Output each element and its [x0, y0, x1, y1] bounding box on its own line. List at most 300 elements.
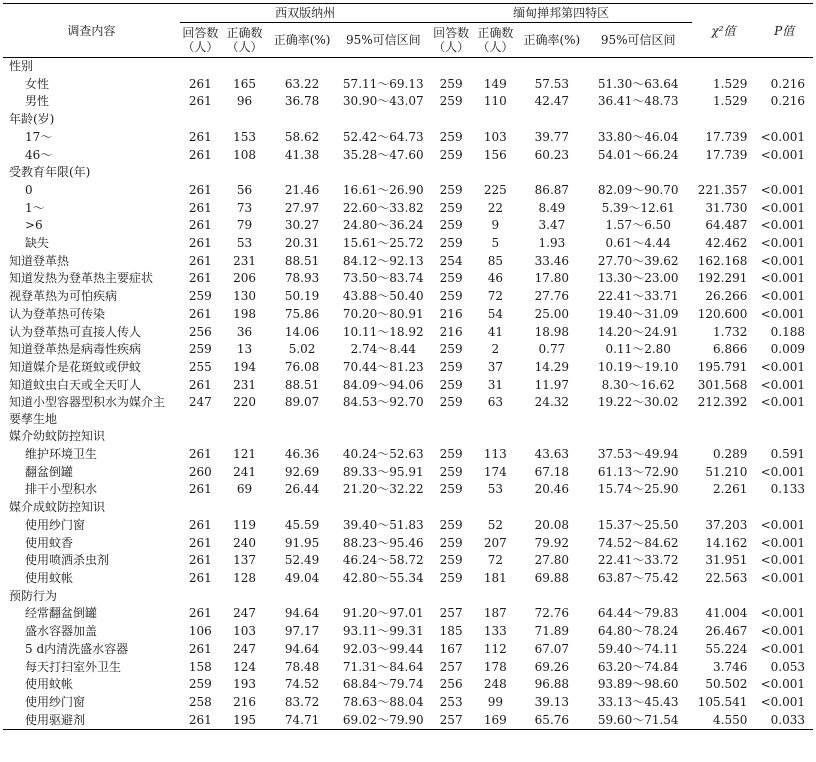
- cell-accuracy-west: 75.86: [284, 306, 320, 321]
- cell-p-value: <0.001: [760, 606, 805, 621]
- header-p-value: P值: [755, 4, 813, 58]
- cell-p-value: <0.001: [760, 641, 805, 656]
- row-label: 知道发热为登革热主要症状: [9, 271, 154, 286]
- row-label: 认为登革热可传染: [9, 306, 106, 321]
- cell-correct-myanmar: 2: [491, 342, 500, 357]
- cell-respondents-west: 261: [188, 306, 212, 321]
- cell-respondents-west: 258: [188, 694, 212, 709]
- cell-respondents-myanmar: 259: [439, 94, 463, 109]
- cell-ci-myanmar: 93.89～98.60: [597, 677, 679, 692]
- cell-correct-west: 121: [233, 447, 256, 462]
- cell-correct-myanmar: 149: [483, 76, 507, 91]
- cell-correct-west: 53: [236, 236, 253, 251]
- cell-accuracy-west: 91.95: [284, 535, 320, 550]
- cell-accuracy-west: 41.38: [284, 147, 320, 162]
- cell-ci-west: 21.20～32.22: [342, 482, 424, 497]
- cell-respondents-myanmar: 259: [439, 464, 463, 479]
- data-table: [3, 3, 813, 730]
- cell-accuracy-west: 20.31: [284, 236, 320, 251]
- cell-respondents-myanmar: [431, 588, 472, 606]
- cell-respondents-west: [180, 499, 221, 517]
- cell-accuracy-myanmar: 18.98: [534, 324, 570, 339]
- row-label: 知道媒介是花斑蚊或伊蚊: [9, 359, 142, 374]
- cell-chi-square: 2.261: [713, 482, 748, 497]
- cell-accuracy-west: 97.17: [284, 624, 320, 639]
- cell-chi-square: 1.529: [713, 94, 748, 109]
- cell-accuracy-west: 27.97: [284, 200, 320, 215]
- cell-respondents-west: 261: [188, 129, 212, 144]
- table-row: [3, 676, 813, 694]
- cell-ci-west: [336, 499, 431, 517]
- cell-respondents-myanmar: 253: [439, 694, 463, 709]
- cell-respondents-west: 261: [188, 94, 212, 109]
- cell-correct-myanmar: 181: [483, 570, 507, 585]
- cell-respondents-west: 261: [188, 517, 212, 532]
- cell-correct-west: 220: [233, 395, 256, 410]
- cell-chi-square: 26.467: [705, 624, 748, 639]
- cell-accuracy-west: [268, 428, 336, 446]
- cell-respondents-myanmar: [431, 428, 472, 446]
- row-label: 5 d内清洗盛水容器: [25, 641, 129, 656]
- cell-chi-square: 105.541: [697, 694, 748, 709]
- cell-accuracy-west: 30.27: [284, 218, 320, 233]
- cell-respondents-myanmar: 256: [439, 677, 463, 692]
- cell-p-value: <0.001: [760, 694, 805, 709]
- cell-ci-west: 52.42～64.73: [342, 129, 424, 144]
- table-row: [3, 76, 813, 94]
- cell-p-value: 0.216: [770, 94, 805, 109]
- cell-p-value: <0.001: [760, 677, 805, 692]
- cell-ci-myanmar: 19.22～30.02: [597, 395, 679, 410]
- cell-respondents-west: 261: [188, 482, 212, 497]
- header-ci-myanmar: 95%可信区间: [585, 23, 692, 58]
- row-label: 认为登革热可直接人传人: [9, 324, 142, 339]
- cell-ci-myanmar: 37.53～49.94: [597, 447, 679, 462]
- row-label: 1～: [25, 200, 45, 215]
- cell-respondents-myanmar: 259: [439, 482, 463, 497]
- cell-ci-myanmar: 22.41～33.72: [597, 553, 679, 568]
- cell-respondents-myanmar: [431, 111, 472, 129]
- cell-respondents-myanmar: 259: [439, 553, 463, 568]
- cell-respondents-west: 261: [188, 271, 212, 286]
- table-body: [3, 58, 813, 730]
- cell-accuracy-myanmar: [519, 428, 585, 446]
- cell-ci-myanmar: 51.30～63.64: [597, 76, 679, 91]
- cell-p-value: <0.001: [760, 218, 805, 233]
- cell-correct-west: 216: [233, 694, 256, 709]
- cell-chi-square: 22.563: [705, 570, 748, 585]
- cell-chi-square: 0.289: [713, 447, 748, 462]
- cell-respondents-west: 261: [188, 147, 212, 162]
- cell-respondents-myanmar: 259: [439, 129, 463, 144]
- cell-correct-myanmar: 41: [487, 324, 503, 339]
- cell-chi-square: 17.739: [705, 129, 748, 144]
- cell-respondents-west: 247: [188, 395, 212, 410]
- cell-ci-myanmar: 15.37～25.50: [597, 517, 679, 532]
- cell-respondents-west: 158: [188, 659, 212, 674]
- table-row: [3, 217, 813, 235]
- cell-ci-myanmar: 54.01～66.24: [597, 147, 679, 162]
- row-label: 每天打扫室外卫生: [25, 659, 122, 674]
- cell-accuracy-west: 49.04: [284, 570, 320, 585]
- cell-correct-myanmar: [472, 58, 519, 76]
- cell-p-value: <0.001: [760, 359, 805, 374]
- cell-accuracy-myanmar: 8.49: [538, 200, 566, 215]
- cell-p-value: <0.001: [760, 289, 805, 304]
- cell-accuracy-myanmar: 43.63: [534, 447, 570, 462]
- cell-correct-west: [221, 588, 268, 606]
- cell-ci-west: 10.11～18.92: [342, 324, 424, 339]
- cell-p-value: [755, 588, 813, 606]
- cell-ci-myanmar: 22.41～33.71: [597, 289, 679, 304]
- cell-ci-west: 39.40～51.83: [342, 517, 424, 532]
- row-label: 知道登革热是病毒性疾病: [9, 342, 142, 357]
- table-row: [3, 359, 813, 377]
- cell-correct-west: 79: [236, 218, 253, 233]
- cell-ci-myanmar: 59.60～71.54: [585, 712, 692, 730]
- row-label: 使用喷洒杀虫剂: [25, 553, 110, 568]
- cell-respondents-myanmar: 257: [431, 712, 472, 730]
- cell-accuracy-myanmar: 14.29: [534, 359, 570, 374]
- cell-correct-myanmar: 53: [487, 482, 503, 497]
- table-row: [3, 270, 813, 288]
- table-row: [3, 712, 813, 730]
- cell-ci-west: 35.28～47.60: [342, 147, 424, 162]
- cell-correct-myanmar: 110: [483, 94, 507, 109]
- cell-accuracy-west: 92.69: [284, 464, 320, 479]
- cell-correct-west: 153: [233, 129, 256, 144]
- cell-respondents-myanmar: 259: [439, 447, 463, 462]
- cell-respondents-west: 261: [188, 377, 212, 392]
- cell-accuracy-west: 83.72: [284, 694, 320, 709]
- cell-correct-myanmar: 46: [487, 271, 503, 286]
- cell-correct-west: [221, 111, 268, 129]
- table-row: [3, 570, 813, 588]
- cell-respondents-west: 261: [188, 76, 212, 91]
- cell-respondents-west: [180, 428, 221, 446]
- cell-correct-myanmar: 22: [487, 200, 503, 215]
- table-row: [3, 535, 813, 553]
- cell-accuracy-myanmar: 67.18: [534, 464, 570, 479]
- cell-accuracy-myanmar: 27.76: [534, 289, 570, 304]
- cell-chi-square: 37.203: [705, 517, 748, 532]
- cell-correct-myanmar: 207: [483, 535, 507, 550]
- cell-accuracy-myanmar: 24.32: [534, 395, 570, 410]
- cell-ci-west: 92.03～99.44: [342, 641, 424, 656]
- cell-ci-myanmar: 14.20～24.91: [597, 324, 679, 339]
- cell-respondents-myanmar: [431, 499, 472, 517]
- cell-p-value: <0.001: [760, 236, 805, 251]
- cell-correct-west: 241: [233, 464, 256, 479]
- cell-correct-west: [221, 164, 268, 182]
- cell-respondents-myanmar: 259: [439, 535, 463, 550]
- row-label: 使用驱避剂: [3, 712, 180, 730]
- header-accuracy-myanmar: 正确率(%): [519, 23, 585, 58]
- cell-correct-myanmar: 103: [483, 129, 507, 144]
- table-row: [3, 517, 813, 535]
- cell-correct-myanmar: [472, 111, 519, 129]
- cell-ci-west: 42.80～55.34: [342, 570, 424, 585]
- cell-correct-myanmar: 178: [483, 659, 507, 674]
- cell-correct-myanmar: [472, 588, 519, 606]
- cell-correct-west: 206: [233, 271, 256, 286]
- cell-ci-west: 24.80～36.24: [342, 218, 424, 233]
- cell-accuracy-myanmar: [519, 588, 585, 606]
- table-row: [3, 182, 813, 200]
- cell-accuracy-myanmar: 69.26: [534, 659, 570, 674]
- cell-correct-west: 108: [233, 147, 256, 162]
- cell-ci-west: 84.12～92.13: [342, 253, 424, 268]
- cell-respondents-west: 261: [188, 447, 212, 462]
- table-row: [3, 446, 813, 464]
- cell-p-value: <0.001: [760, 182, 805, 197]
- cell-respondents-west: [180, 588, 221, 606]
- cell-accuracy-west: 94.64: [284, 641, 320, 656]
- cell-correct-myanmar: 9: [491, 218, 500, 233]
- row-label: 知道蚊虫白天或全天叮人: [9, 377, 142, 392]
- cell-respondents-myanmar: 257: [439, 659, 463, 674]
- cell-correct-west: 247: [233, 606, 256, 621]
- cell-chi-square: 1.529: [713, 76, 748, 91]
- cell-correct-west: 56: [236, 182, 253, 197]
- row-label: 女性: [25, 76, 50, 91]
- table-row: [3, 605, 813, 623]
- cell-p-value: [755, 111, 813, 129]
- cell-accuracy-myanmar: 3.47: [538, 218, 566, 233]
- cell-respondents-myanmar: 259: [439, 182, 463, 197]
- table-row: [3, 641, 813, 659]
- cell-correct-west: 69: [236, 482, 253, 497]
- cell-respondents-west: 106: [188, 624, 212, 639]
- cell-ci-myanmar: 1.57～6.50: [605, 218, 671, 233]
- row-label: 使用纱门窗: [25, 694, 86, 709]
- cell-correct-myanmar: 156: [483, 147, 507, 162]
- cell-respondents-myanmar: 259: [439, 342, 463, 357]
- row-label: 缺失: [25, 236, 50, 251]
- cell-accuracy-west: 26.44: [284, 482, 320, 497]
- cell-chi-square: 31.730: [705, 200, 748, 215]
- cell-accuracy-west: 78.48: [284, 659, 320, 674]
- cell-chi-square: 192.291: [697, 271, 748, 286]
- cell-p-value: <0.001: [760, 253, 805, 268]
- cell-accuracy-myanmar: 65.76: [519, 712, 585, 730]
- table-row: [3, 288, 813, 306]
- cell-correct-west: 124: [233, 659, 256, 674]
- cell-respondents-west: 260: [188, 464, 212, 479]
- cell-ci-myanmar: 64.44～79.83: [597, 606, 679, 621]
- cell-accuracy-myanmar: 67.07: [534, 641, 570, 656]
- cell-chi-square: 31.951: [705, 553, 748, 568]
- cell-accuracy-west: 58.62: [284, 129, 320, 144]
- cell-ci-myanmar: 74.52～84.62: [597, 535, 679, 550]
- cell-accuracy-west: 45.59: [284, 517, 320, 532]
- row-label: 受教育年限(年): [9, 165, 91, 180]
- header-respondents-myanmar: 回答数（人）: [431, 23, 472, 58]
- cell-accuracy-myanmar: 69.88: [534, 570, 570, 585]
- cell-respondents-west: 261: [180, 712, 221, 730]
- cell-ci-myanmar: [585, 164, 692, 182]
- cell-respondents-myanmar: 259: [439, 76, 463, 91]
- row-label: 使用纱门窗: [25, 517, 86, 532]
- cell-p-value: 0.053: [770, 659, 805, 674]
- header-chi-square: χ²值: [692, 4, 756, 58]
- cell-correct-west: 193: [233, 677, 256, 692]
- cell-ci-myanmar: 33.13～45.43: [597, 694, 679, 709]
- cell-respondents-west: 256: [188, 324, 212, 339]
- cell-respondents-myanmar: 259: [439, 359, 463, 374]
- cell-correct-west: 128: [233, 570, 256, 585]
- cell-correct-west: 13: [236, 342, 253, 357]
- cell-accuracy-myanmar: 39.13: [534, 694, 570, 709]
- cell-accuracy-myanmar: 71.89: [534, 624, 570, 639]
- table-row: [3, 428, 813, 446]
- cell-respondents-myanmar: 257: [439, 606, 463, 621]
- cell-ci-myanmar: 61.13～72.90: [597, 464, 679, 479]
- cell-respondents-west: 261: [188, 182, 212, 197]
- table-row: [3, 694, 813, 712]
- cell-correct-myanmar: 85: [487, 253, 503, 268]
- cell-chi-square: 4.550: [692, 712, 756, 730]
- cell-respondents-west: 261: [188, 570, 212, 585]
- cell-respondents-myanmar: 167: [439, 641, 463, 656]
- cell-ci-west: [336, 111, 431, 129]
- cell-p-value: <0.001: [760, 464, 805, 479]
- cell-ci-west: 73.50～83.74: [342, 271, 424, 286]
- cell-ci-west: 84.09～94.06: [342, 377, 424, 392]
- cell-ci-myanmar: 8.30～16.62: [601, 377, 675, 392]
- row-label: 0: [25, 182, 33, 197]
- cell-ci-myanmar: 64.80～78.24: [597, 624, 679, 639]
- cell-correct-west: 231: [233, 253, 256, 268]
- cell-ci-west: [336, 58, 431, 76]
- cell-p-value: <0.001: [760, 200, 805, 215]
- cell-ci-west: 78.63～88.04: [342, 694, 424, 709]
- cell-p-value: <0.001: [760, 306, 805, 321]
- cell-ci-myanmar: [585, 58, 692, 76]
- cell-correct-west: 194: [233, 359, 256, 374]
- cell-p-value: <0.001: [760, 570, 805, 585]
- cell-respondents-myanmar: [431, 164, 472, 182]
- cell-respondents-west: 261: [188, 535, 212, 550]
- cell-accuracy-west: [268, 588, 336, 606]
- cell-ci-west: [336, 588, 431, 606]
- cell-correct-myanmar: [472, 164, 519, 182]
- cell-ci-myanmar: 59.40～74.11: [597, 641, 679, 656]
- cell-chi-square: [692, 164, 756, 182]
- cell-respondents-west: 259: [188, 342, 212, 357]
- cell-correct-west: [221, 499, 268, 517]
- cell-chi-square: [692, 111, 756, 129]
- table-row: [3, 552, 813, 570]
- row-label: 使用蚊帐: [25, 570, 74, 585]
- header-correct-myanmar: 正确数（人）: [472, 23, 519, 58]
- header-group-myanmar: 缅甸掸邦第四特区: [431, 4, 692, 23]
- cell-accuracy-west: 94.64: [284, 606, 320, 621]
- cell-respondents-myanmar: 259: [439, 200, 463, 215]
- table-row: [3, 341, 813, 359]
- cell-correct-myanmar: 31: [487, 377, 503, 392]
- header-correct-west: 正确数（人）: [221, 23, 268, 58]
- cell-accuracy-myanmar: 79.92: [534, 535, 570, 550]
- table-row: [3, 200, 813, 218]
- cell-ci-west: 70.20～80.91: [342, 306, 424, 321]
- cell-correct-myanmar: 72: [487, 553, 503, 568]
- cell-respondents-west: 261: [188, 641, 212, 656]
- table-row: [3, 481, 813, 499]
- cell-respondents-west: 261: [188, 553, 212, 568]
- row-label: 媒介成蚊防控知识: [9, 500, 106, 515]
- cell-chi-square: 301.568: [697, 377, 748, 392]
- cell-accuracy-west: 50.19: [284, 289, 320, 304]
- row-label: 知道小型容器型积水为媒介主要孳生地: [9, 395, 166, 427]
- cell-chi-square: 162.168: [697, 253, 748, 268]
- cell-ci-west: 40.24～52.63: [342, 447, 424, 462]
- table-row: [3, 58, 813, 76]
- cell-respondents-myanmar: 254: [439, 253, 463, 268]
- cell-accuracy-west: 36.78: [284, 94, 320, 109]
- cell-chi-square: 51.210: [705, 464, 748, 479]
- cell-p-value: <0.001: [760, 517, 805, 532]
- cell-respondents-west: 259: [188, 677, 212, 692]
- table-row: [3, 499, 813, 517]
- cell-respondents-myanmar: 259: [439, 517, 463, 532]
- cell-accuracy-myanmar: [519, 111, 585, 129]
- cell-accuracy-west: 88.51: [284, 253, 320, 268]
- cell-ci-myanmar: 63.20～74.84: [597, 659, 679, 674]
- cell-ci-myanmar: 13.30～23.00: [597, 271, 679, 286]
- cell-respondents-myanmar: 259: [439, 271, 463, 286]
- cell-respondents-myanmar: 259: [439, 289, 463, 304]
- cell-ci-myanmar: [585, 499, 692, 517]
- cell-chi-square: 26.266: [705, 289, 748, 304]
- cell-chi-square: 14.162: [705, 535, 748, 550]
- cell-chi-square: [692, 499, 756, 517]
- cell-respondents-west: 261: [188, 606, 212, 621]
- cell-accuracy-west: [268, 58, 336, 76]
- cell-accuracy-myanmar: [519, 58, 585, 76]
- cell-accuracy-west: 5.02: [288, 342, 316, 357]
- cell-accuracy-myanmar: 33.46: [534, 253, 570, 268]
- cell-accuracy-west: 63.22: [284, 76, 320, 91]
- header-accuracy-west: 正确率(%): [268, 23, 336, 58]
- cell-ci-myanmar: [585, 428, 692, 446]
- cell-ci-west: 30.90～43.07: [342, 94, 424, 109]
- cell-p-value: 0.216: [770, 76, 805, 91]
- cell-ci-west: 91.20～97.01: [342, 606, 424, 621]
- cell-correct-west: 231: [233, 377, 256, 392]
- cell-p-value: [755, 499, 813, 517]
- cell-correct-myanmar: 99: [487, 694, 503, 709]
- cell-accuracy-myanmar: 60.23: [534, 147, 570, 162]
- cell-chi-square: 64.487: [705, 218, 748, 233]
- cell-accuracy-myanmar: 86.87: [534, 182, 570, 197]
- row-label: 排干小型积水: [25, 482, 98, 497]
- table-row: [3, 306, 813, 324]
- table-row: [3, 623, 813, 641]
- cell-ci-myanmar: 10.19～19.10: [597, 359, 679, 374]
- cell-ci-west: 89.33～95.91: [342, 464, 424, 479]
- cell-chi-square: 120.600: [697, 306, 748, 321]
- cell-accuracy-west: 46.36: [284, 447, 320, 462]
- cell-accuracy-myanmar: [519, 499, 585, 517]
- cell-accuracy-myanmar: 17.80: [534, 271, 570, 286]
- cell-chi-square: [692, 588, 756, 606]
- cell-respondents-myanmar: 259: [439, 377, 463, 392]
- cell-p-value: 0.009: [770, 342, 805, 357]
- row-label: 知道登革热: [9, 253, 70, 268]
- cell-respondents-myanmar: 259: [439, 236, 463, 251]
- cell-respondents-west: 261: [188, 236, 212, 251]
